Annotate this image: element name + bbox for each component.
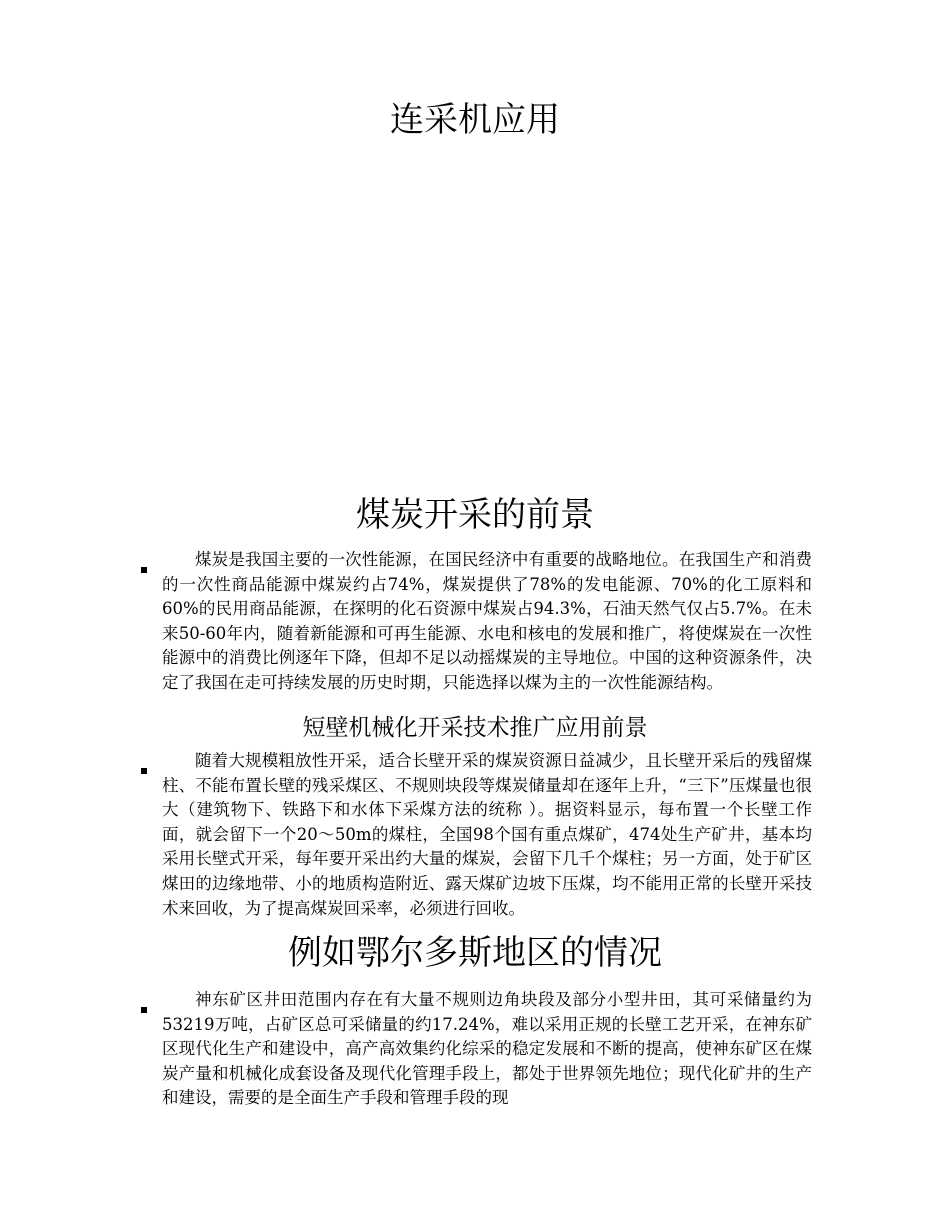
section-heading-coal-mining-outlook: 煤炭开采的前景	[356, 495, 594, 535]
section-heading-ordos-example: 例如鄂尔多斯地区的情况	[288, 933, 662, 973]
page-title: 连采机应用	[390, 100, 560, 140]
bullet-icon	[141, 1007, 147, 1013]
section-paragraph-shortwall-mechanization: 随着大规模粗放性开采，适合长壁开采的煤炭资源日益减少，且长壁开采后的残留煤柱、不能布置长壁的残采煤区、不规则块段等煤炭储量却在逐年上升，“三下”压煤量也很大（建筑物下、铁路下和水体下采煤方法的统称 ）。据资料显示，每布置一个长壁工作面，就会留下一个20～50m的煤柱，全国98个国有重点煤矿，474处生产矿井，基本均采用长壁式开采，每年要开采出约大量的煤炭，会留下几千个煤柱；另一方面，处于矿区煤田的边缘地带、小的地质构造附近、露天煤矿边坡下压煤，均不能用正常的长壁开采技术来回收，为了提高煤炭回采率，必须进行回收。	[162, 751, 812, 918]
section-paragraph-coal-mining-outlook: 煤炭是我国主要的一次性能源，在国民经济中有重要的战略地位。在我国生产和消费的一次性商品能源中煤炭约占74%，煤炭提供了78%的发电能源、70%的化工原料和60%的民用商品能源，在探明的化石资源中煤炭占94.3%，石油天然气仅占5.7%。在未来50-60年内，随着新能源和可再生能源、水电和核电的发展和推广，将使煤炭在一次性能源中的消费比例逐年下降，但却不足以动摇煤炭的主导地位。中国的这种资源条件，决定了我国在走可持续发展的历史时期，只能选择以煤为主的一次性能源结构。	[162, 550, 812, 692]
section-paragraph-ordos-example: 神东矿区井田范围内存在有大量不规则边角块段及部分小型井田，其可采储量约为53219万吨，占矿区总可采储量的约17.24%，难以采用正规的长壁工艺开采，在神东矿区现代化生产和建设中，高产高效集约化综采的稳定发展和不断的提高，使神东矿区在煤炭产量和机械化成套设备及现代化管理手段上，都处于世界领先地位；现代化矿井的生产和建设，需要的是全面生产手段和管理手段的现	[162, 990, 812, 1108]
section-heading-shortwall-mechanization: 短壁机械化开采技术推广应用前景	[302, 715, 648, 741]
bullet-icon	[141, 567, 147, 573]
bullet-icon	[141, 768, 147, 774]
